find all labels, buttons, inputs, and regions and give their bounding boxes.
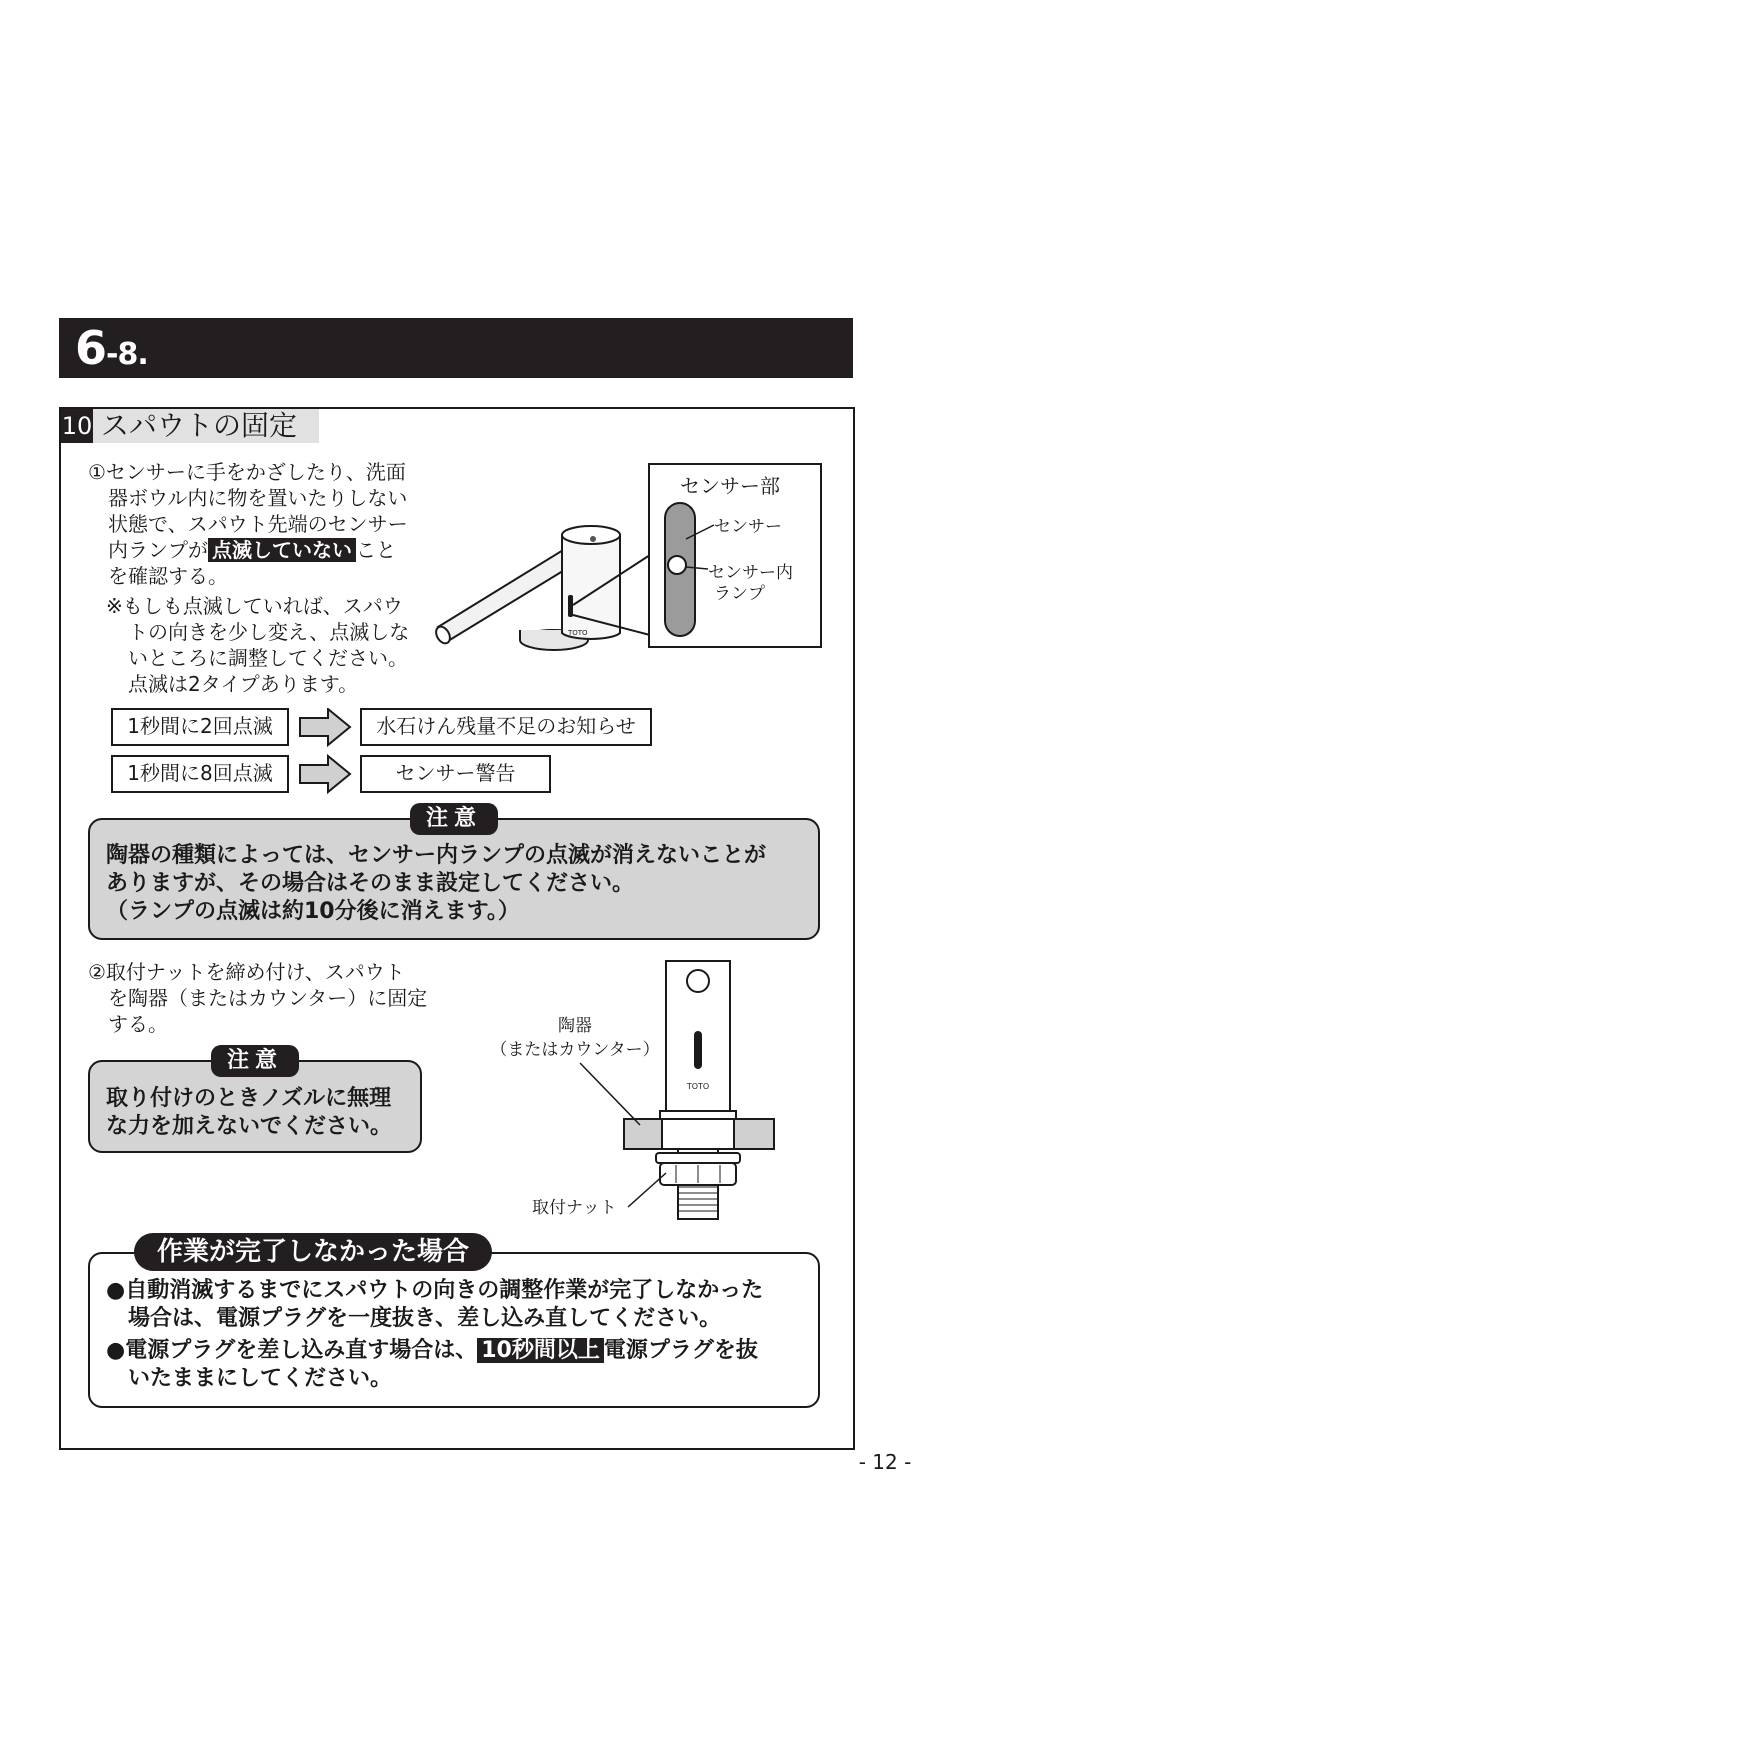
- caution-tab-2: 注意: [211, 1045, 299, 1077]
- svg-text:TOTO: TOTO: [686, 1082, 710, 1091]
- blink-pattern-2: 1秒間に8回点滅: [111, 755, 289, 793]
- right-arrow-icon: [300, 756, 350, 792]
- section-number: 6-8.: [75, 321, 148, 375]
- step-number: 10: [61, 409, 93, 443]
- instruction-2: ②取付ナットを締め付け、スパウト を陶器（またはカウンター）に固定 する。: [88, 960, 428, 1036]
- sensor-lamp: [668, 556, 686, 574]
- label-nut: 取付ナット: [532, 1198, 617, 1218]
- section-header-bar: [59, 318, 853, 378]
- note-1: ※もしも点滅していれば、スパウ トの向きを少し変え、点滅しな いところに調整してください。 点滅は2タイプあります。: [106, 594, 410, 696]
- spout-illustration: [430, 455, 840, 655]
- caution-text-2: 取り付けのときノズルに無理 な力を加えないでください。: [106, 1086, 393, 1139]
- svg-text:TOTO: TOTO: [568, 629, 588, 637]
- step-title: スパウトの固定: [93, 409, 319, 443]
- blink-pattern-1: 1秒間に2回点滅: [111, 708, 289, 746]
- blink-meaning-1: 水石けん残量不足のお知らせ: [360, 708, 652, 746]
- right-arrow-icon: [300, 709, 350, 745]
- incomplete-work-text: ●自動消滅するまでにスパウトの向きの調整作業が完了しなかった 場合は、電源プラグを一度抜き、差し込み直してください。 ●電源プラグを差し込み直す場合は、 10秒間以上 電源プラグを抜 いたままにしてください。: [106, 1278, 764, 1391]
- lamp-label-2: ランプ: [714, 584, 765, 604]
- sensor-window: [694, 1031, 702, 1069]
- caution-tab-1: 注意: [410, 803, 498, 835]
- sensor-detail-title: センサー部: [680, 474, 780, 498]
- highlight-not-blinking: 点滅していない: [208, 538, 356, 562]
- incomplete-work-tab: 作業が完了しなかった場合: [134, 1233, 492, 1271]
- instruction-1: ①センサーに手をかざしたり、洗面 器ボウル内に物を置いたりしない 状態で、スパウト先端のセンサー 内ランプが 点滅していない こと を確認する。: [88, 460, 408, 588]
- blink-meaning-2: センサー警告: [360, 755, 551, 793]
- caution-text-1: 陶器の種類によっては、センサー内ランプの点滅が消えないことが ありますが、その場合はそのまま設定してください。 （ランプの点滅は約10分後に消えます。）: [106, 843, 767, 924]
- highlight-10-seconds: 10秒間以上: [477, 1338, 604, 1363]
- sensor-label: センサー: [714, 517, 782, 537]
- label-counter: （またはカウンター）: [490, 1040, 660, 1060]
- sensor-window: [568, 595, 573, 617]
- page-number: - 12 -: [858, 1450, 912, 1474]
- lamp-label-1: センサー内: [708, 563, 793, 583]
- arrow-icons: [298, 708, 354, 798]
- mounting-diagram: [480, 955, 810, 1235]
- label-ceramic: 陶器: [558, 1016, 592, 1036]
